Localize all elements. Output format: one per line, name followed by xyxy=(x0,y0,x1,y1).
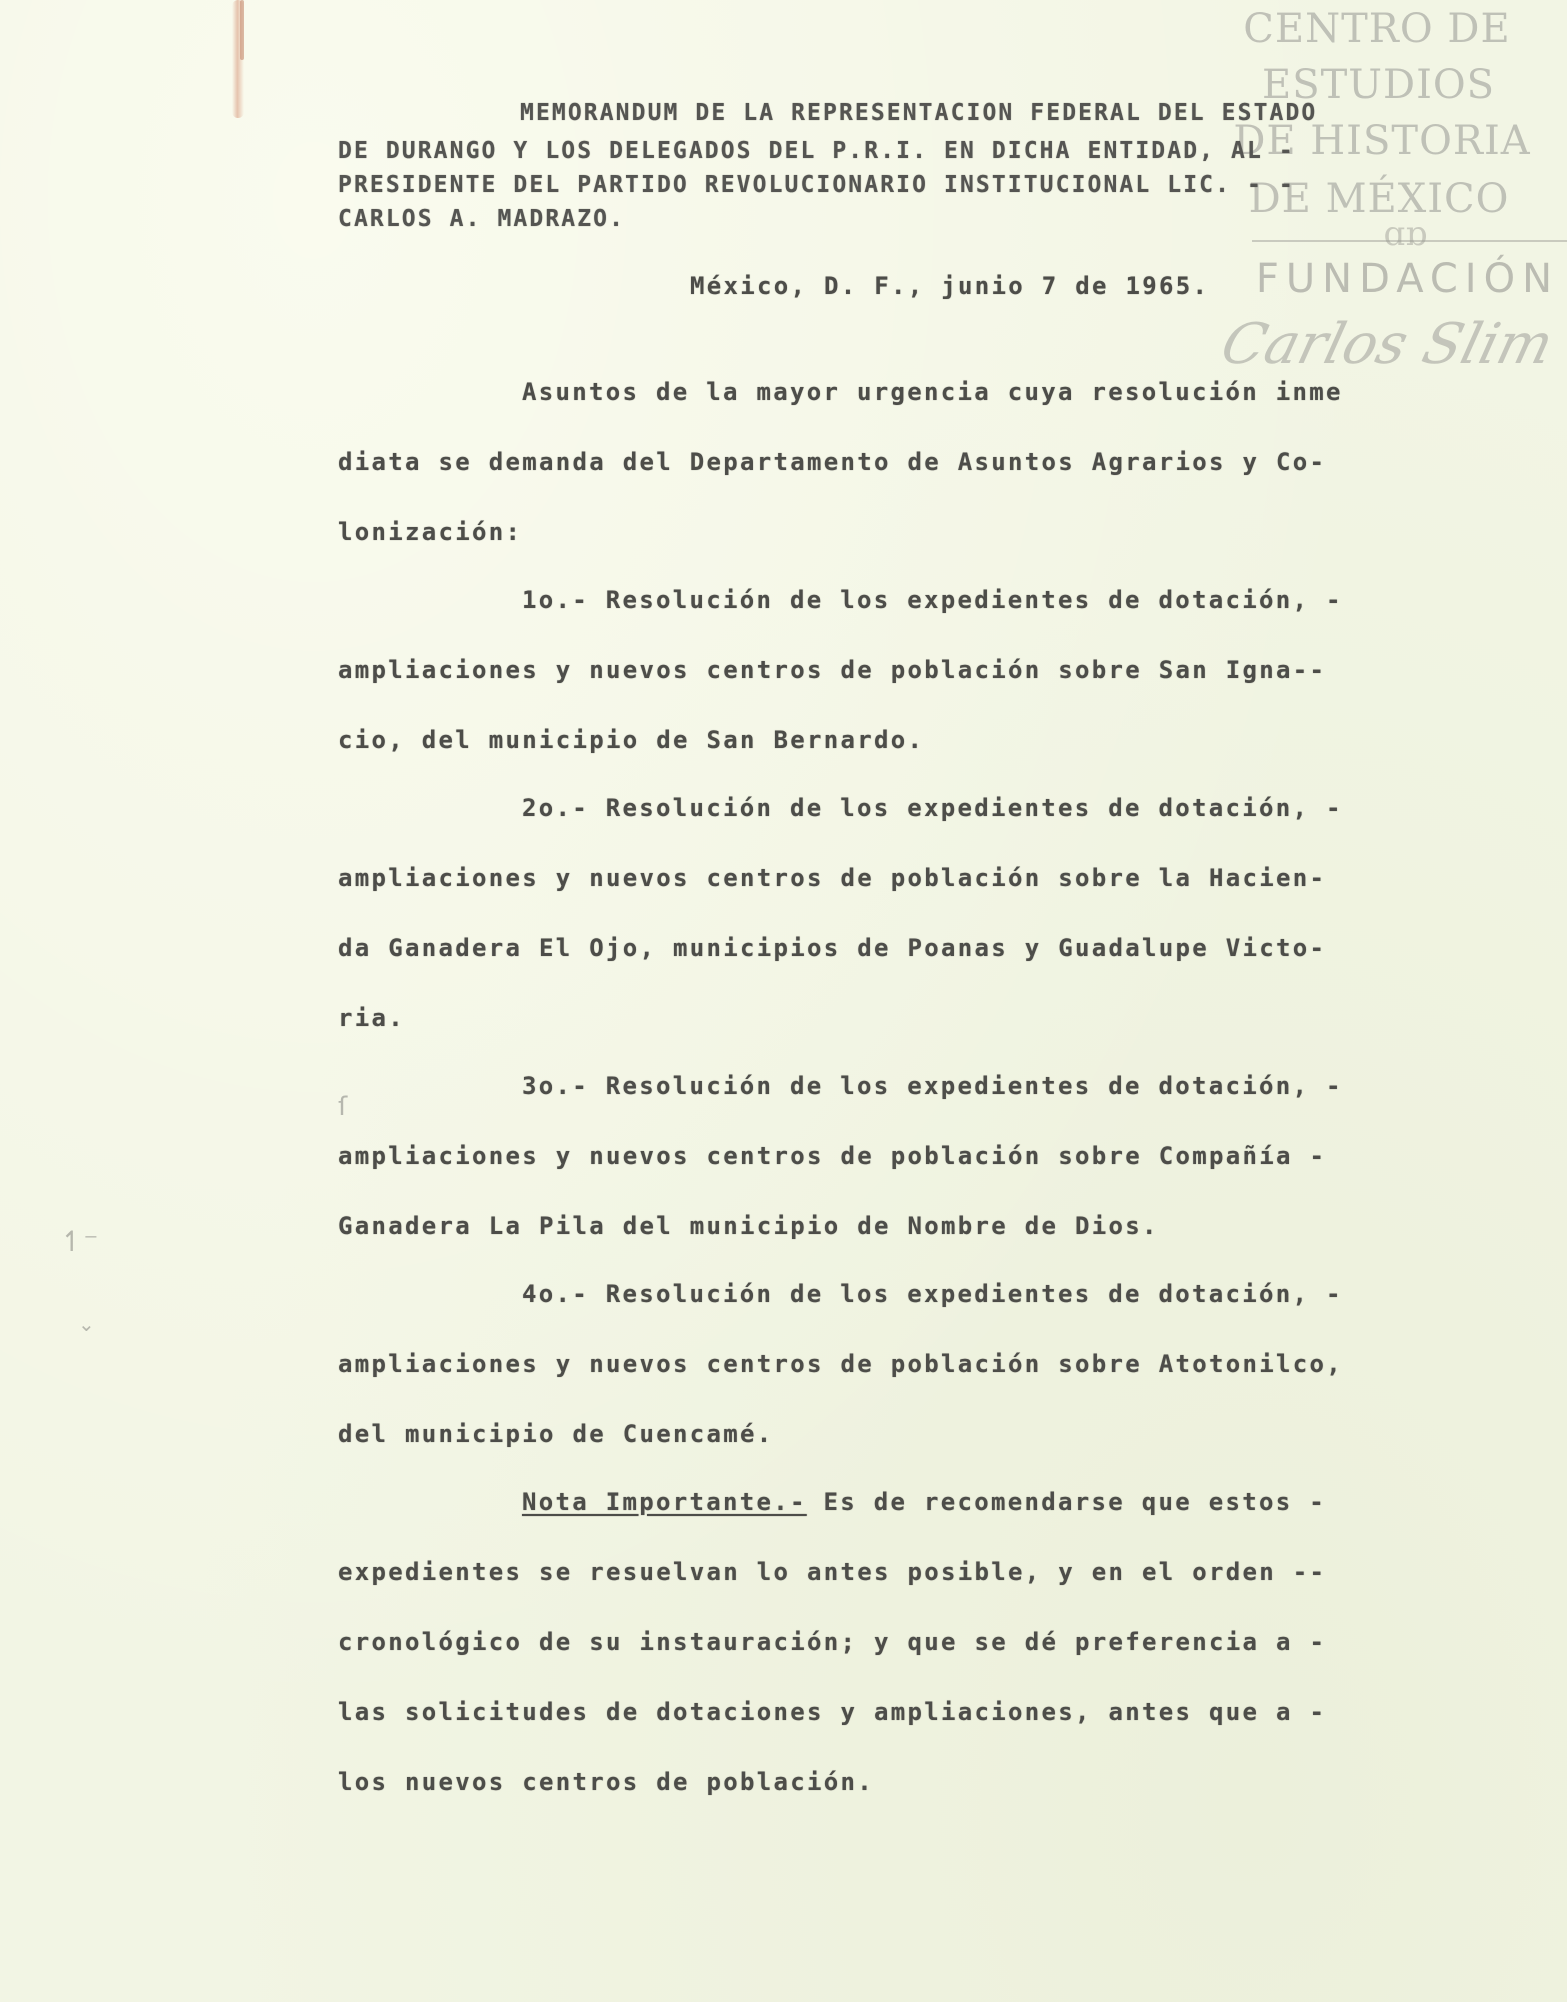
intro-line-1: Asuntos de la mayor urgencia cuya resolución inme xyxy=(522,378,1343,406)
intro-line-2: diata se demanda del Departamento de Asuntos Agrarios y Co- xyxy=(338,448,1327,476)
header-line-2: DE DURANGO Y LOS DELEGADOS DEL P.R.I. EN DICHA ENTIDAD, AL - xyxy=(338,138,1295,164)
note-line-5: los nuevos centros de población. xyxy=(338,1768,874,1796)
item-1-line-2: ampliaciones y nuevos centros de población sobre San Igna-- xyxy=(338,656,1327,684)
note-line-1-rest: Es de recomendarse que estos - xyxy=(806,1488,1326,1516)
watermark-foundation: FUNDACIÓN xyxy=(1255,256,1559,302)
watermark-line-4: DE MÉXICO xyxy=(1248,176,1510,222)
note-line-4: las solicitudes de dotaciones y ampliaciones, antes que a - xyxy=(338,1698,1327,1726)
item-2-line-1: 2o.- Resolución de los expedientes de dotación, - xyxy=(522,794,1343,822)
header-line-1: MEMORANDUM DE LA REPRESENTACION FEDERAL DEL ESTADO xyxy=(520,100,1318,126)
header-line-4: CARLOS A. MADRAZO. xyxy=(338,206,626,232)
item-4-line-2: ampliaciones y nuevos centros de población sobre Atotonilco, xyxy=(338,1350,1343,1378)
item-1-line-1: 1o.- Resolución de los expedientes de dotación, - xyxy=(522,586,1343,614)
watermark-emblem-icon: ɑɒ xyxy=(1383,214,1427,254)
margin-mark-icon: ↿⁻ xyxy=(60,1225,99,1258)
item-1-line-3: cio, del municipio de San Bernardo. xyxy=(338,726,925,754)
watermark-divider xyxy=(1252,240,1567,242)
margin-mark-icon: ſ xyxy=(338,1092,348,1122)
note-line-3: cronológico de su instauración; y que se dé preferencia a - xyxy=(338,1628,1327,1656)
intro-line-3: lonización: xyxy=(338,518,523,546)
item-2-line-4: ria. xyxy=(338,1004,405,1032)
paper-stain-core xyxy=(240,0,244,60)
watermark-line-1: CENTRO DE xyxy=(1243,6,1511,52)
item-4-line-3: del municipio de Cuencamé. xyxy=(338,1420,774,1448)
watermark-line-3: DE HISTORIA xyxy=(1233,118,1531,164)
memo-date: México, D. F., junio 7 de 1965. xyxy=(690,272,1210,300)
note-line-1 xyxy=(522,1488,1326,1516)
item-3-line-3: Ganadera La Pila del municipio de Nombre de Dios. xyxy=(338,1212,1159,1240)
margin-mark-icon: ⌄ xyxy=(78,1312,95,1336)
item-2-line-3: da Ganadera El Ojo, municipios de Poanas y Guadalupe Victo- xyxy=(338,934,1327,962)
item-3-line-1: 3o.- Resolución de los expedientes de dotación, - xyxy=(522,1072,1343,1100)
note-label: Nota Importante.- xyxy=(522,1488,807,1516)
item-2-line-2: ampliaciones y nuevos centros de población sobre la Hacien- xyxy=(338,864,1327,892)
watermark-line-2: ESTUDIOS xyxy=(1262,62,1496,108)
item-3-line-2: ampliaciones y nuevos centros de población sobre Compañía - xyxy=(338,1142,1327,1170)
note-line-2: expedientes se resuelvan lo antes posible, y en el orden -- xyxy=(338,1558,1327,1586)
header-line-3: PRESIDENTE DEL PARTIDO REVOLUCIONARIO INSTITUCIONAL LIC. - - xyxy=(338,172,1295,198)
watermark-signature: Carlos Slim xyxy=(1214,312,1560,377)
item-4-line-1: 4o.- Resolución de los expedientes de dotación, - xyxy=(522,1280,1343,1308)
